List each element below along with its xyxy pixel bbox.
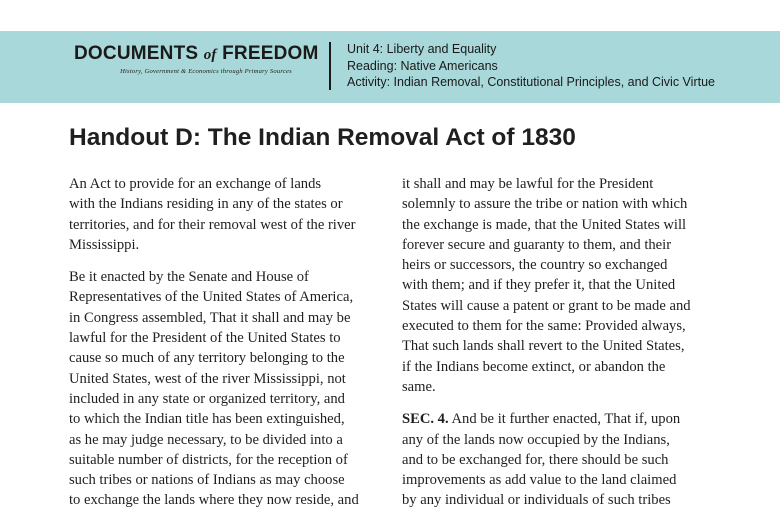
text-line: heirs or successors, the country so exchanged [402, 257, 668, 274]
text-line: lawful for the President of the United States to [69, 330, 341, 347]
text-line: That such lands shall revert to the United States, [402, 338, 685, 355]
header-banner [0, 31, 780, 103]
handout-title: Handout D: The Indian Removal Act of 1830 [69, 124, 576, 151]
text-line: Mississippi. [69, 236, 140, 253]
section-continuation [402, 174, 722, 397]
text-line: suitable number of districts, for the reception of [69, 451, 348, 468]
text-line: by any individual or individuals of such tribes [402, 492, 671, 509]
text-line: to which the Indian title has been extinguished, [69, 411, 345, 428]
act-preamble [69, 174, 389, 255]
text-line [402, 409, 722, 429]
text-line: it shall and may be lawful for the President [402, 176, 654, 192]
unit-info [347, 41, 715, 91]
section-4 [402, 409, 722, 510]
logo-word-documents: DOCUMENTS [74, 43, 199, 64]
text-line: executed to them for the same: Provided always, [402, 318, 686, 335]
text-line: and to be exchanged for, there should be such [402, 451, 669, 468]
text-line: An Act to provide for an exchange of lands [69, 176, 322, 192]
text-line: forever secure and guaranty to them, and their [402, 236, 672, 253]
text-line: Representatives of the United States of America, [69, 289, 354, 306]
section-4-first-line: And be it further enacted, That if, upon [448, 411, 681, 428]
enacting-clause [69, 267, 389, 511]
activity-label: Activity: Indian Removal, Constitutional Principles, and Civic Virtue [347, 75, 715, 89]
unit-label: Unit 4: Liberty and Equality [347, 42, 497, 56]
text-line: if the Indians become extinct, or abandon the [402, 358, 666, 375]
text-line: with them; and if they prefer it, that the United [402, 277, 676, 294]
left-column [69, 174, 389, 523]
logo-word-freedom: FREEDOM [222, 43, 319, 64]
text-line: such tribes or nations of Indians as may choose [69, 472, 345, 489]
text-line: same. [402, 378, 436, 395]
text-line: in Congress assembled, That it shall and may be [69, 309, 351, 326]
text-line: to exchange the lands where they now reside, and [69, 492, 359, 509]
logo-wordmark [74, 43, 322, 66]
documents-of-freedom-logo [74, 43, 322, 75]
logo-subtitle: History, Government & Economics through Primary Sources [120, 68, 292, 75]
right-column [402, 174, 722, 523]
reading-label: Reading: Native Americans [347, 58, 498, 73]
text-line: improvements as add value to the land claimed [402, 472, 677, 489]
text-line: States will cause a patent or grant to be made and [402, 297, 691, 314]
text-line: territories, and for their removal west of the river [69, 216, 356, 233]
section-4-label: SEC. 4. [402, 411, 449, 428]
text-line: any of the lands now occupied by the Indians, [402, 431, 670, 448]
text-line: as he may judge necessary, to be divided into a [69, 431, 343, 448]
text-line: the exchange is made, that the United States will [402, 216, 687, 233]
text-line: included in any state or organized territory, and [69, 390, 345, 407]
logo-word-of: of [203, 47, 217, 63]
header-divider [329, 42, 331, 90]
text-line: with the Indians residing in any of the states or [69, 196, 343, 213]
text-line: Be it enacted by the Senate and House of [69, 269, 309, 286]
text-line: United States, west of the river Mississippi, not [69, 370, 346, 387]
text-line: solemnly to assure the tribe or nation with which [402, 196, 688, 213]
text-line: cause so much of any territory belonging to the [69, 350, 345, 367]
